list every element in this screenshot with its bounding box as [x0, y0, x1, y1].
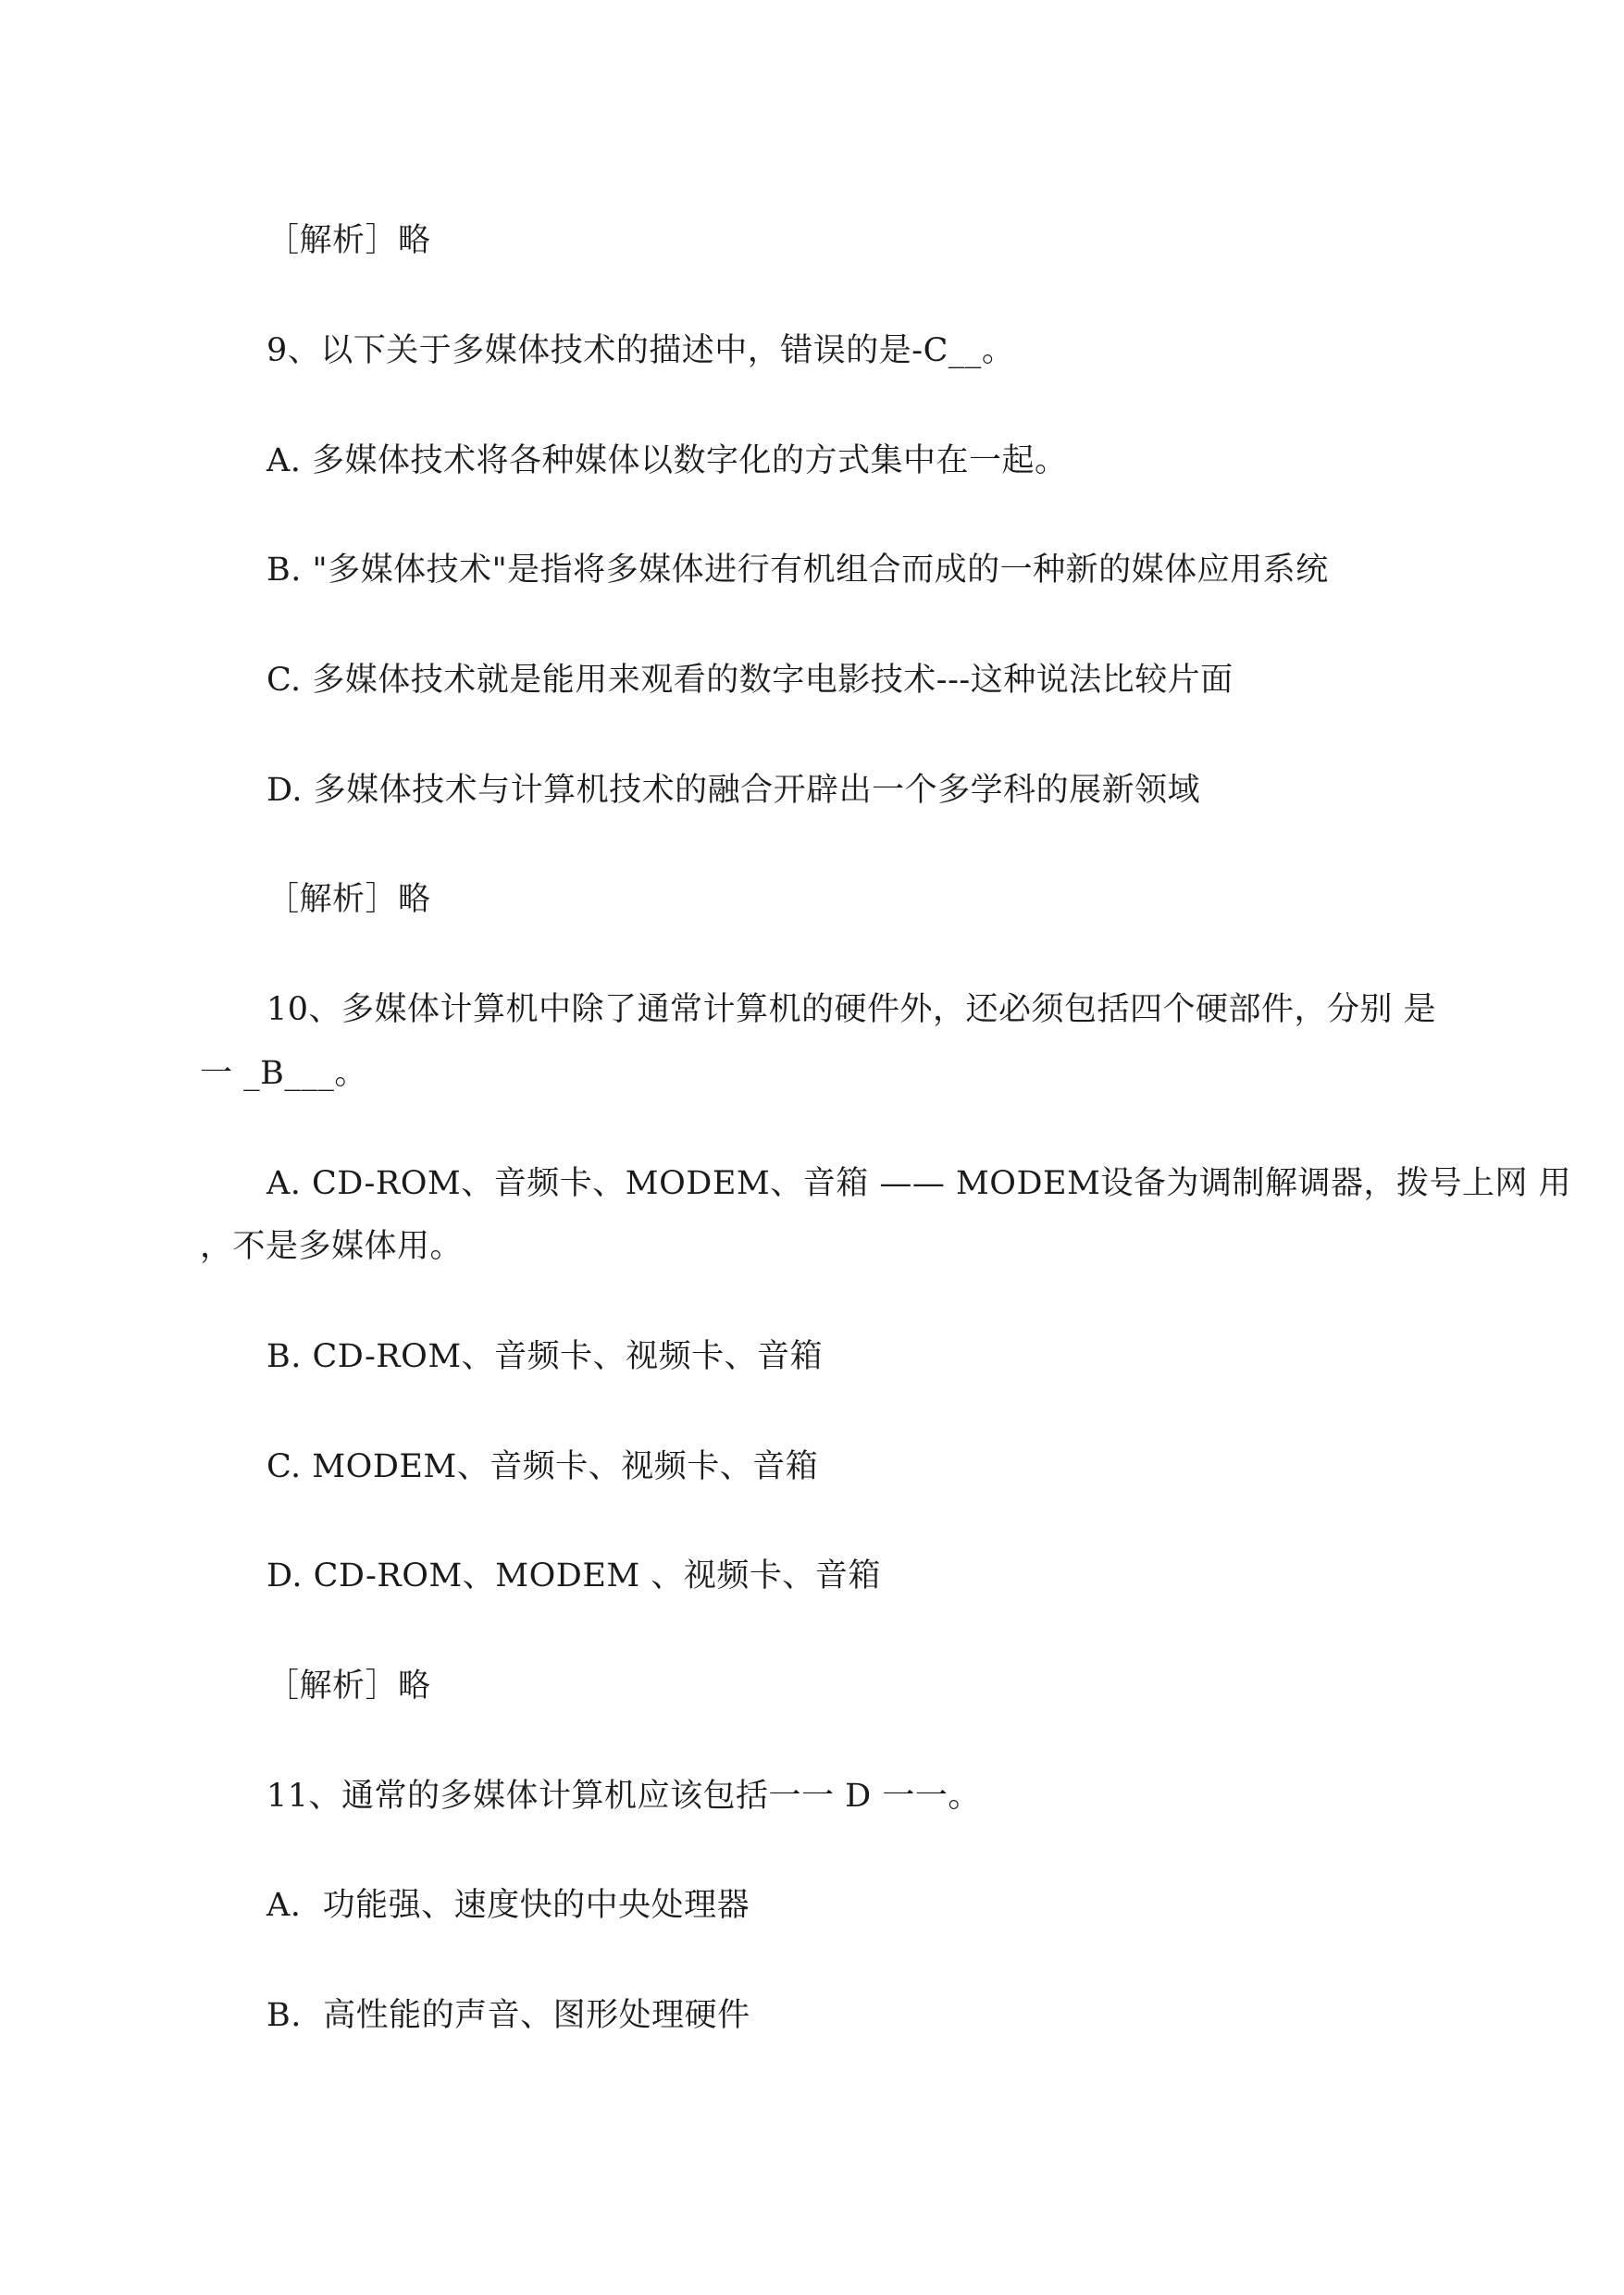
q9-option-b: B. "多媒体技术"是指将多媒体进行有机组合而成的一种新的媒体应用系统 — [267, 552, 1329, 589]
q10-option-c: C. MODEM、音频卡、视频卡、音箱 — [267, 1448, 819, 1485]
q8-analysis: ［解析］略 — [267, 222, 431, 259]
q9-analysis: ［解析］略 — [267, 881, 431, 918]
q10-stem-line2: 一 _B___。 — [200, 1055, 367, 1092]
q9-stem: 9、以下关于多媒体技术的描述中，错误的是-C__。 — [267, 332, 1015, 369]
q11-option-a: A. 功能强、速度快的中央处理器 — [267, 1887, 750, 1924]
q9-option-c: C. 多媒体技术就是能用来观看的数字电影技术---这种说法比较片面 — [267, 662, 1233, 699]
q10-option-b: B. CD-ROM、音频卡、视频卡、音箱 — [267, 1338, 824, 1375]
q9-option-d: D. 多媒体技术与计算机技术的融合开辟出一个多学科的展新领域 — [267, 772, 1201, 809]
q10-option-a-line2: ，不是多媒体用。 — [200, 1228, 464, 1265]
q9-option-a: A. 多媒体技术将各种媒体以数字化的方式集中在一起。 — [267, 442, 1068, 479]
q11-option-b: B. 高性能的声音、图形处理硬件 — [267, 1997, 750, 2034]
q10-stem-line1: 10、多媒体计算机中除了通常计算机的硬件外，还必须包括四个硬部件，分别 是 — [267, 991, 1437, 1028]
q10-option-d: D. CD-ROM、MODEM 、视频卡、音箱 — [267, 1557, 881, 1594]
q10-option-a-line1: A. CD-ROM、音频卡、MODEM、音箱 —— MODEM设备为调制解调器，拨号上网 用 — [267, 1165, 1572, 1202]
q11-stem: 11、通常的多媒体计算机应该包括一一 D 一一。 — [267, 1778, 981, 1815]
q10-analysis: ［解析］略 — [267, 1668, 431, 1705]
